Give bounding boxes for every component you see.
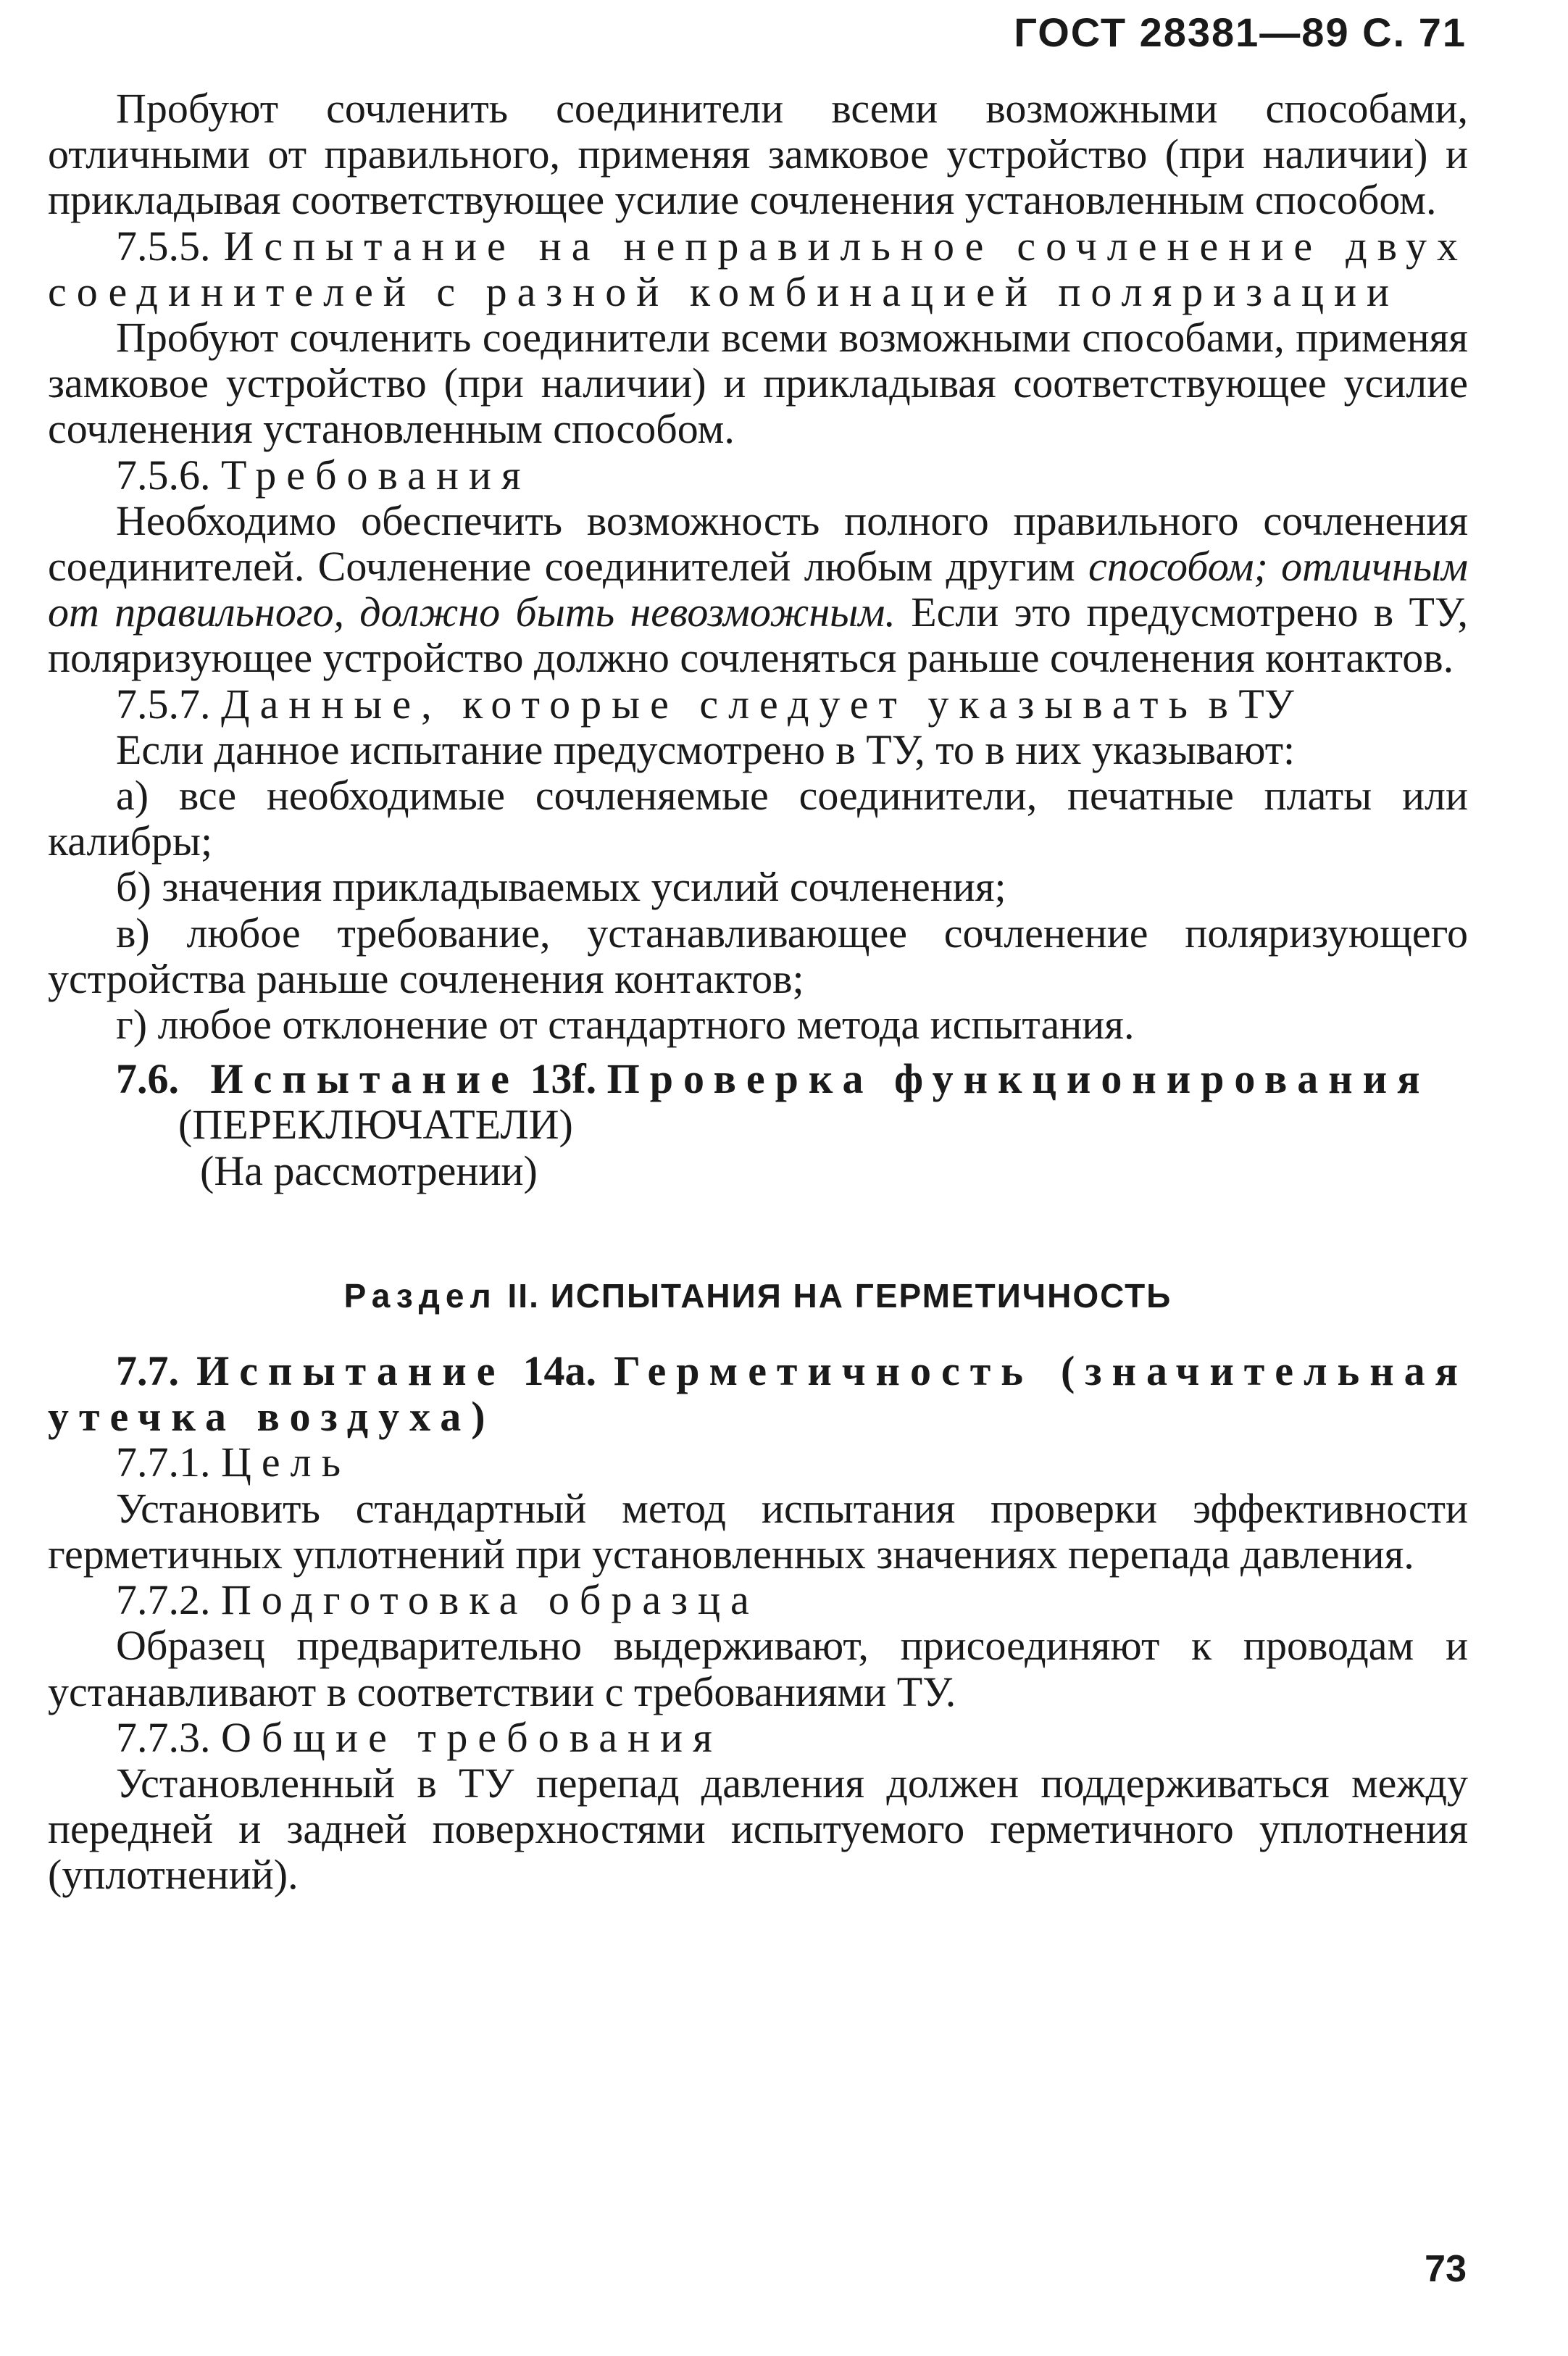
- under-review-label: (На рассмотрении): [200, 1146, 538, 1194]
- page-header: ГОСТ 28381—89 С. 71: [1014, 9, 1467, 55]
- section-title: [48, 1273, 1468, 1319]
- heading-title: Испытание: [196, 1347, 506, 1395]
- heading-7-6: [48, 1056, 1468, 1102]
- heading-number: 7.5.7.: [116, 680, 211, 728]
- heading-number: 7.7.1.: [116, 1439, 211, 1486]
- page-number: 73: [1425, 2248, 1467, 2290]
- heading-7-5-6: [48, 452, 1468, 498]
- list-item-b: б) значения прикладываемых усилий сочленения;: [116, 863, 1006, 911]
- heading-title: Проверка функционирования: [606, 1055, 1430, 1103]
- paragraph: Пробуют сочленить соединители всеми возможными способами, применяя замковое устройство (при наличии) и прикладывая соответствующее усилие сочленения установленным способом.: [48, 314, 1468, 453]
- list-item-a: а) все необходимые сочленяемые соединители, печатные платы или калибры;: [48, 772, 1468, 865]
- paragraph: [48, 498, 1468, 681]
- heading-number: 7.7.2.: [116, 1576, 211, 1624]
- page-content: [48, 86, 1468, 1898]
- heading-title: Общие требования: [221, 1713, 722, 1761]
- heading-number: 7.7.3.: [116, 1713, 211, 1761]
- heading-number: 7.5.5.: [116, 222, 211, 270]
- heading-title: Испытание: [210, 1055, 520, 1103]
- list-item-g: г) любое отклонение от стандартного метода испытания.: [116, 1001, 1135, 1049]
- heading-code: 14a.: [522, 1347, 596, 1395]
- paragraph-text: Если это предусмотрено в ТУ, поляризующее устройство должно сочленяться раньше сочленения контактов.: [48, 588, 1468, 682]
- heading-title: Испытание на неправильное сочленение двух соединителей с разной комбинацией поляризации: [48, 222, 1469, 315]
- heading-code: 13f.: [530, 1055, 597, 1103]
- paragraph: Установить стандартный метод испытания проверки эффективности герметичных уплотнений при установленных значениях перепада давления.: [48, 1484, 1468, 1578]
- heading-number: 7.6.: [116, 1055, 179, 1103]
- paragraph: Установленный в ТУ перепад давления должен поддерживаться между передней и задней поверхностями испытуемого герметичного уплотнения (уплотнений).: [48, 1759, 1468, 1899]
- switches-label: (ПЕРЕКЛЮЧАТЕЛИ): [178, 1101, 573, 1149]
- heading-title: Цель: [221, 1439, 351, 1486]
- section-rest: II. ИСПЫТАНИЯ НА ГЕРМЕТИЧНОСТЬ: [507, 1276, 1172, 1315]
- heading-title: Подготовка образца: [221, 1576, 759, 1624]
- heading-title: Герметичность (значительная утечка воздуха): [48, 1347, 1469, 1441]
- heading-number: 7.7.: [116, 1347, 179, 1395]
- paragraph-text: Необходимо обеспечить возможность полного правильного сочленения соединителей. Сочленение соединителей любым другим: [48, 496, 1468, 591]
- heading-7-5-5: [48, 223, 1468, 315]
- section-lead: Раздел: [343, 1276, 497, 1315]
- heading-7-5-7: [48, 681, 1468, 727]
- paragraph: Если данное испытание предусмотрено в ТУ, то в них указывают:: [116, 725, 1296, 773]
- heading-title: Требования: [221, 451, 531, 499]
- paragraph-italic-text: способом; отличным от правильного, должно быть невозможным.: [48, 543, 1469, 636]
- list-item-v: в) любое требование, устанавливающее сочленение поляризующего устройства раньше сочленения контактов;: [48, 909, 1468, 1002]
- paragraph: Пробуют сочленить соединители всеми возможными способами, отличными от правильного, применяя замковое устройство (при наличии) и прикладывая соответствующее усилие сочленения установленным способом.: [48, 85, 1468, 224]
- heading-7-7-3: [48, 1715, 1468, 1760]
- paragraph: Образец предварительно выдерживают, присоединяют к проводам и устанавливают в соответствии с требованиями ТУ.: [48, 1622, 1468, 1715]
- heading-7-7-2: [48, 1577, 1468, 1623]
- heading-7-7: [48, 1348, 1468, 1439]
- heading-tail: в ТУ: [1208, 680, 1294, 728]
- heading-title: Данные, которые следует указывать: [221, 680, 1198, 728]
- heading-number: 7.5.6.: [116, 451, 211, 499]
- heading-7-7-1: [48, 1439, 1468, 1485]
